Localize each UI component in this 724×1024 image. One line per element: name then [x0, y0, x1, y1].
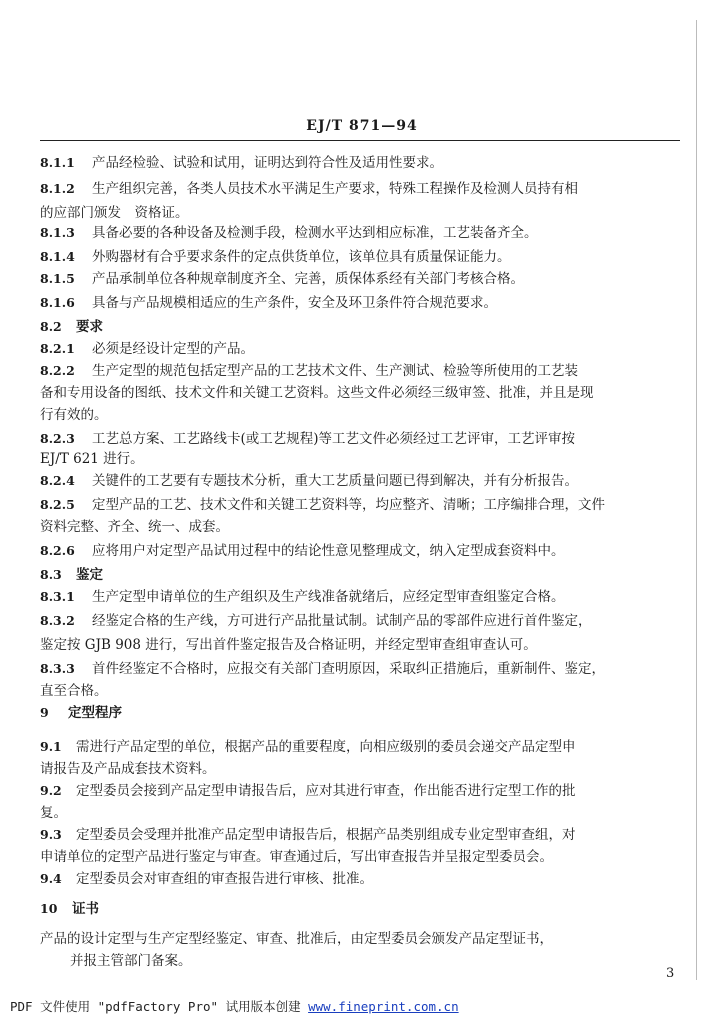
clause-number: 8.2.4	[40, 473, 75, 488]
scan-edge-line	[696, 20, 697, 980]
clause-number: 8.2.1	[40, 341, 75, 356]
clause-number: 9.1	[40, 739, 62, 754]
clause-number: 8.2.5	[40, 497, 75, 512]
clause-line	[40, 224, 538, 242]
clause-line	[40, 270, 524, 288]
clause-text: 鉴定	[76, 567, 103, 583]
continuation-line	[40, 636, 537, 654]
clause-text: 定型委员会受理并批准产品定型申请报告后，根据产品类别组成专业定型审查组，对	[76, 827, 576, 843]
clause-number: 8.1.5	[40, 271, 75, 286]
clause-text: 要求	[76, 319, 103, 335]
clause-line	[40, 612, 592, 630]
clause-text: 复。	[40, 805, 67, 821]
clause-text: 首件经鉴定不合格时，应报交有关部门查明原因，采取纠正措施后，重新制件、鉴定，	[92, 661, 605, 677]
continuation-line	[40, 384, 594, 402]
clause-number: 8.2.2	[40, 363, 75, 378]
clause-text: 定型委员会接到产品定型申请报告后，应对其进行审查，作出能否进行定型工作的批	[76, 783, 576, 799]
clause-line	[40, 340, 254, 358]
clause-text: 生产组织完善，各类人员技术水平满足生产要求，特殊工程操作及检测人员持有相	[92, 181, 578, 197]
clause-text: 外购器材有合乎要求条件的定点供货单位，该单位具有质量保证能力。	[92, 249, 511, 265]
footer-link[interactable]: www.fineprint.com.cn	[308, 999, 459, 1014]
clause-number: 9.3	[40, 827, 62, 842]
clause-number: 8.1.4	[40, 249, 75, 264]
clause-text: 申请单位的定型产品进行鉴定与审查。审查通过后，写出审查报告并呈报定型委员会。	[40, 849, 553, 865]
clause-text: 产品的设计定型与生产定型经鉴定、审查、批准后，由定型委员会颁发产品定型证书，	[40, 931, 553, 947]
clause-text: 行有效的。	[40, 407, 108, 423]
clause-number: 8.1.3	[40, 225, 75, 240]
clause-line	[40, 704, 122, 722]
clause-number: 8.1.1	[40, 155, 75, 170]
footer-text: PDF 文件使用 "pdfFactory Pro" 试用版本创建	[10, 999, 309, 1014]
clause-line	[40, 826, 576, 844]
clause-text: 资料完整、齐全、统一、成套。	[40, 519, 229, 535]
clause-text: 备和专用设备的图纸、技术文件和关键工艺资料。这些文件必须经三级审签、批准，并且是现	[40, 385, 594, 401]
clause-number: 8.1.2	[40, 181, 75, 196]
clause-text: 工艺总方案、工艺路线卡(或工艺规程)等工艺文件必须经过工艺评审，工艺评审按	[92, 431, 576, 447]
continuation-line	[70, 952, 192, 970]
clause-text: 应将用户对定型产品试用过程中的结论性意见整理成文，纳入定型成套资料中。	[92, 543, 565, 559]
clause-text: 证书	[72, 901, 99, 917]
clause-line	[40, 782, 576, 800]
clause-text: 定型程序	[68, 705, 122, 721]
clause-text: 直至合格。	[40, 683, 108, 699]
clause-number: 8.3	[40, 567, 62, 582]
clause-text: 生产定型申请单位的生产组织及生产线准备就绪后，应经定型审查组鉴定合格。	[92, 589, 565, 605]
clause-text: 必须是经设计定型的产品。	[92, 341, 254, 357]
clause-line	[40, 900, 99, 918]
clause-number: 8.2	[40, 319, 62, 334]
clause-number: 8.3.2	[40, 613, 75, 628]
clause-text: 鉴定按 GJB 908 进行，写出首件鉴定报告及合格证明，并经定型审查组审查认可。	[40, 637, 537, 653]
continuation-line	[40, 804, 67, 822]
clause-number: 8.3.3	[40, 661, 75, 676]
clause-line	[40, 588, 565, 606]
clause-text: 关键件的工艺要有专题技术分析，重大工艺质量问题已得到解决，并有分析报告。	[92, 473, 578, 489]
clause-number: 9	[40, 705, 49, 720]
continuation-line	[40, 848, 553, 866]
clause-text: 需进行产品定型的单位，根据产品的重要程度，向相应级别的委员会递交产品定型申	[76, 739, 576, 755]
clause-line	[40, 660, 605, 678]
clause-text: 的应部门颁发 资格证。	[40, 205, 189, 221]
clause-number: 9.4	[40, 871, 62, 886]
clause-line	[40, 496, 605, 514]
clause-text: 具备与产品规模相适应的生产条件，安全及环卫条件符合规范要求。	[92, 295, 497, 311]
continuation-line	[40, 930, 553, 948]
clause-number: 10	[40, 901, 58, 916]
clause-text: 具备必要的各种设备及检测手段，检测水平达到相应标准，工艺装备齐全。	[92, 225, 538, 241]
clause-line	[40, 362, 578, 380]
clause-text: EJ/T 621 进行。	[40, 451, 144, 467]
clause-line	[40, 738, 576, 756]
continuation-line	[40, 204, 189, 222]
clause-text: 并报主管部门备案。	[70, 953, 192, 969]
continuation-line	[40, 518, 229, 536]
clause-number: 8.1.6	[40, 295, 75, 310]
clause-text: 产品经检验、试验和试用，证明达到符合性及适用性要求。	[92, 155, 443, 171]
clause-number: 9.2	[40, 783, 62, 798]
continuation-line	[40, 450, 144, 468]
clause-line	[40, 472, 578, 490]
clause-line	[40, 566, 103, 584]
standard-code-header: EJ/T 871—94	[306, 118, 418, 134]
continuation-line	[40, 682, 108, 700]
clause-text: 生产定型的规范包括定型产品的工艺技术文件、生产测试、检验等所使用的工艺装	[92, 363, 578, 379]
clause-text: 经鉴定合格的生产线，方可进行产品批量试制。试制产品的零部件应进行首件鉴定，	[92, 613, 592, 629]
clause-number: 8.2.3	[40, 431, 75, 446]
page-number: 3	[666, 966, 675, 981]
header-rule	[40, 140, 680, 141]
clause-line	[40, 180, 578, 198]
continuation-line	[40, 406, 108, 424]
clause-text: 定型产品的工艺、技术文件和关键工艺资料等，均应整齐、清晰；工序编排合理，文件	[92, 497, 605, 513]
clause-line	[40, 154, 443, 172]
pdf-footer	[10, 997, 459, 1015]
continuation-line	[40, 760, 216, 778]
clause-line	[40, 430, 575, 448]
clause-number: 8.3.1	[40, 589, 75, 604]
clause-text: 产品承制单位各种规章制度齐全、完善，质保体系经有关部门考核合格。	[92, 271, 524, 287]
clause-line	[40, 542, 565, 560]
clause-number: 8.2.6	[40, 543, 75, 558]
clause-line	[40, 870, 373, 888]
clause-text: 定型委员会对审查组的审查报告进行审核、批准。	[76, 871, 373, 887]
clause-line	[40, 318, 103, 336]
clause-line	[40, 294, 497, 312]
clause-text: 请报告及产品成套技术资料。	[40, 761, 216, 777]
clause-line	[40, 248, 511, 266]
